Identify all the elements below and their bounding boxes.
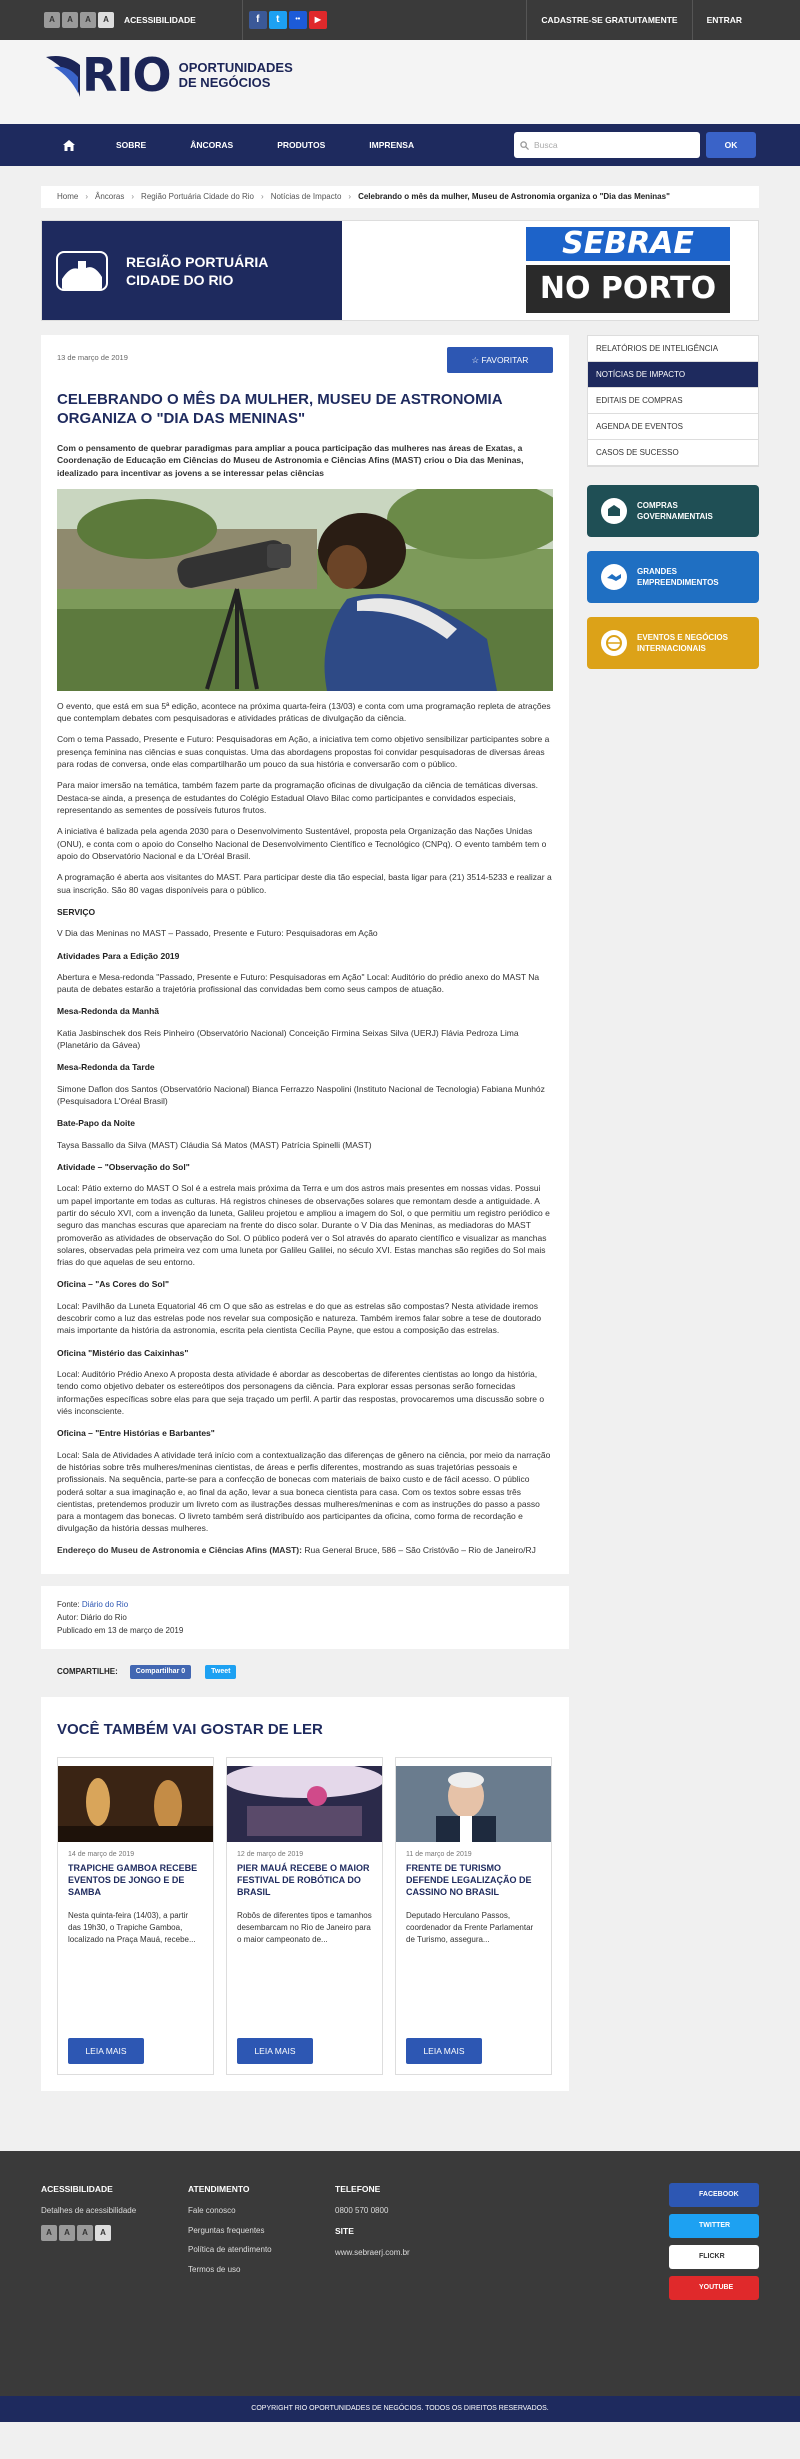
compras-governamentais-button[interactable]: COMPRAS GOVERNAMENTAIS <box>587 485 759 537</box>
facebook-share-button[interactable]: Compartilhar 0 <box>130 1665 191 1679</box>
login-link[interactable]: ENTRAR <box>692 0 756 40</box>
search-button[interactable]: OK <box>706 132 756 158</box>
related-articles <box>41 1697 569 2091</box>
article-date: 13 de março de 2019 <box>57 353 128 362</box>
footer-twitter-button[interactable]: TWITTER <box>669 2214 759 2238</box>
related-image-robotica <box>227 1766 382 1842</box>
top-social-links <box>242 0 327 40</box>
handshake-icon <box>601 564 627 590</box>
nav-item-produtos[interactable]: PRODUTOS <box>277 140 326 150</box>
accessibility-details-link[interactable]: Detalhes de acessibilidade <box>41 2206 137 2216</box>
contrast-button[interactable]: A <box>95 2225 111 2241</box>
related-card[interactable]: 11 de março de 2019 FRENTE DE TURISMO DEFENDE LEGALIZAÇÃO DE CASSINO NO BRASIL Deputado Herculano Passos, coordenador da Frente Parlamentar de Turismo, assegura... LEIA MAIS <box>395 1757 552 2075</box>
font-default-button[interactable]: A <box>59 2225 75 2241</box>
footer-site-link[interactable]: www.sebraerj.com.br <box>335 2248 410 2258</box>
read-more-button[interactable]: LEIA MAIS <box>406 2038 482 2064</box>
region-banner[interactable] <box>41 220 759 321</box>
twitter-icon[interactable]: t <box>269 11 287 29</box>
footer-social <box>669 2183 759 2307</box>
flickr-icon[interactable]: •• <box>289 11 307 29</box>
font-increase-button[interactable]: A <box>77 2225 93 2241</box>
nav-item-ancoras[interactable]: ÂNCORAS <box>190 140 234 150</box>
banner-title: REGIÃO PORTUÁRIA CIDADE DO RIO <box>126 253 269 288</box>
site-header <box>0 40 800 124</box>
article-lead: Com o pensamento de quebrar paradigmas para ampliar a pouca participação das mulheres nas áreas de Exatas, a Coordenação de Educação em Ciências do Museu de Astronomia e Ciências Afins (MAST) criou o Dia das Meninas, idealizado para incentivar as jovens a se interessar pelas ciências <box>57 442 524 478</box>
copyright: COPYRIGHT RIO OPORTUNIDADES DE NEGÓCIOS. TODOS OS DIREITOS RESERVADOS. <box>0 2396 800 2422</box>
breadcrumb: Home › Âncoras › Região Portuária Cidade do Rio › Notícias de Impacto › Celebrando o mês da mulher, Museu de Astronomia organiza o "Dia das Meninas" <box>41 186 759 208</box>
footer-link-termos[interactable]: Termos de uso <box>188 2264 241 2274</box>
telescope-girl-image <box>57 489 553 691</box>
related-image-jongo <box>58 1766 213 1842</box>
search-icon <box>520 141 529 150</box>
nav-item-sobre[interactable]: SOBRE <box>116 140 147 150</box>
site-footer: ACESSIBILIDADE Detalhes de acessibilidade A A A A ATENDIMENTO Fale conosco Perguntas frequentes Política de atendimento Termos de uso TELEFONE 0800 570 0800 SITE www.sebraerj.com.br FACEBOOK TWITTER FLICKR YOUTUBE <box>0 2151 800 2396</box>
footer-link-politica[interactable]: Política de atendimento <box>188 2245 272 2255</box>
footer-font-controls <box>41 2225 188 2241</box>
breadcrumb-home[interactable]: Home <box>57 192 79 202</box>
share-bar: COMPARTILHE: Compartilhar 0 Tweet <box>41 1661 569 1683</box>
search-form <box>514 132 756 158</box>
sidebar <box>587 335 759 2091</box>
breadcrumb-current: Celebrando o mês da mulher, Museu de Astronomia organiza o "Dia das Meninas" <box>358 192 670 202</box>
font-decrease-button[interactable]: A <box>41 2225 57 2241</box>
sidebar-menu <box>587 335 759 467</box>
building-icon <box>601 498 627 524</box>
article-body: O evento, que está em sua 5ª edição, acontece na próxima quarta-feira (13/03) e conta com uma programação repleta de atrações que contemplam debates com pesquisadoras e atividades práticas de divulgação da ciência. Com o tema Passado, Presente e Futuro: Pesquisadoras em Ação, a iniciativa tem como objetivo sensibilizar participantes sobre a presença feminina nas ciências e suas conquistas. Uma das abordagens propostas foi convidar pesquisadoras de diversas áreas para rodas de conversa, onde elas compartilharão um pouco da sua história e conversarão com o público. Para maior imersão na temática, também fazem parte da programação oficinas de divulgação da ciência de temáticas diversas. Destaca-se ainda, a presença de estudantes do Colégio Estadual Olavo Bilac como participantes e convidados especiais, representando as sementes de possíveis futuros frutos. A iniciativa é balizada pela agenda 2030 para o Desenvolvimento Sustentável, proposta pela Organização das Nações Unidas (ONU), e conta com o apoio do Conselho Nacional de Desenvolvimento Científico e Tecnológico (CNPq). O evento também tem o apoio do Observatório Nacional e da L'Oréal Brasil. A programação é aberta aos visitantes do MAST. Para participar deste dia tão especial, basta ligar para (21) 3514-5233 e realizar a sua inscrição. São 80 vagas disponíveis para o público. SERVIÇO V Dia das Meninas no MAST – Passado, Presente e Futuro: Pesquisadoras em Ação Atividades Para a Edição 2019 Abertura e Mesa-redonda "Passado, Presente e Futuro: Pesquisadoras em Ação" Local: Auditório do prédio anexo do MAST Na pauta de debates estarão a trajetória profissional das convidadas bem como seus campos de atuação. Mesa-Redonda da Manhã Katia Jasbinschek dos Reis Pinheiro (Observatório Nacional) Conceição Firmina Seixas Silva (UERJ) Flávia Pedroza Lima (Planetário da Gávea) Mesa-Redonda da Tarde Simone Daflon dos Santos (Observatório Nacional) Bianca Ferrazzo Naspolini (Instituto Nacional de Tecnologia) Fabiana Munhóz (Pesquisadora L'Oréal Brasil) Bate-Papo da Noite Taysa Bassallo da Silva (MAST) Cláudia Sá Matos (MAST) Patrícia Spinelli (MAST) Atividade – "Observação do Sol" Local: Pátio externo do MAST O Sol é a estrela mais próxima da Terra e um dos astros mais presentes em nossas vidas. Possui um papel importante em todas as culturas. Há registros chineses de observações solares que remontam desde a antiguidade. A partir do século XVI, com a invenção da luneta, Galileu projetou e ampliou a imagem do Sol, o que permitiu um registro periódico e seguro das manchas escuras que apareciam na frente do disco solar. Durante o V Dia das Meninas, as mediadoras do MAST promoverão as atividades de observação do Sol. O público poderá ver o Sol através do aparato científico e visualizar as manchas solares, observadas pela primeira vez com uma luneta por Galileu Galilei, no século XVI. Estas manchas são regiões do Sol mais frias do que aquelas de seu entorno. Oficina – "As Cores do Sol" Local: Pavilhão da Luneta Equatorial 46 cm O que são as estrelas e do que as estrelas são compostas? Nesta atividade iremos descobrir como a luz das estrelas pode nos revelar sua composição e natureza. Também iremos falar sobre a tese de doutorado mais importante da história da astronomia, escrita pela cientista Cecília Payne, que estou a composição das estrelas. Oficina "Mistério das Caixinhas" Local: Auditório Prédio Anexo A proposta desta atividade é abordar as descobertas de diferentes cientistas ao longo da história, tendo como objetivo debater os estereótipos dos personagens da ciência. Para explorar essas personas serão fornecidas informações específicas sobre elas para que seja traçado um perfil. A partir das respostas, provocaremos uma discussão sobre o viés inconsciente. Oficina – "Entre Histórias e Barbantes" Local: Sala de Atividades A atividade terá início com a contextualização das diferenças de gênero na ciência, por meio da narração de histórias sobre três mulheres/meninas cientistas, de áreas e perfis diferentes, mostrando as suas trajetórias pessoais e profissionais. Na sequência, parte-se para a confecção de bonecas com materiais de baixo custo e de fácil acesso. O público poderá soltar a sua imaginação e, ao final da ação, levar a sua boneca cientista para casa. Com os textos sobre essas três cientistas, pretendemos produzir um livreto com as ilustrações dessas mulheres/meninas e com as instruções do passo a passo para a montagem das bonecas. O livreto também será distribuído aos participantes da oficina, como forma de recordação e divulgação da história dessas mulheres. Endereço do Museu de Astronomia e Ciências Afins (MAST): Rua General Bruce, 586 – São Cristóvão – Rio de Janeiro/RJ <box>57 700 552 1555</box>
font-default-button[interactable]: A <box>62 12 78 28</box>
nav-item-imprensa[interactable]: IMPRENSA <box>369 140 415 150</box>
footer-link-faq[interactable]: Perguntas frequentes <box>188 2225 265 2235</box>
footer-phone: 0800 570 0800 <box>335 2206 389 2216</box>
logo-text: RIO <box>82 48 171 102</box>
accessibility-link[interactable]: ACESSIBILIDADE <box>124 14 196 25</box>
article-meta: Fonte: Diário do Rio Autor: Diário do Rio Publicado em 13 de março de 2019 <box>41 1586 569 1649</box>
grandes-empreendimentos-button[interactable]: GRANDES EMPREENDIMENTOS <box>587 551 759 603</box>
font-decrease-button[interactable]: A <box>44 12 60 28</box>
footer-link-fale-conosco[interactable]: Fale conosco <box>188 2206 236 2216</box>
contrast-button[interactable]: A <box>98 12 114 28</box>
sidebar-item-agenda[interactable]: AGENDA DE EVENTOS <box>588 414 758 440</box>
tweet-button[interactable]: Tweet <box>205 1665 236 1679</box>
region-illustration-icon <box>56 251 108 291</box>
sebrae-logo: SEBRAE <box>526 227 730 261</box>
search-input[interactable]: Busca <box>514 132 700 158</box>
article <box>41 335 569 1574</box>
favorite-button[interactable]: ☆ FAVORITAR <box>447 347 553 373</box>
eventos-internacionais-button[interactable]: EVENTOS E NEGÓCIOS INTERNACIONAIS <box>587 617 759 669</box>
logo[interactable] <box>44 40 756 102</box>
register-link[interactable]: CADASTRE-SE GRATUITAMENTE <box>526 0 691 40</box>
sidebar-item-casos[interactable]: CASOS DE SUCESSO <box>588 440 758 466</box>
breadcrumb-noticias[interactable]: Notícias de Impacto <box>270 192 342 202</box>
main-nav <box>0 124 800 166</box>
facebook-icon[interactable]: f <box>249 11 267 29</box>
footer-flickr-button[interactable]: FLICKR <box>669 2245 759 2269</box>
footer-facebook-button[interactable]: FACEBOOK <box>669 2183 759 2207</box>
footer-youtube-button[interactable]: YOUTUBE <box>669 2276 759 2300</box>
sidebar-item-editais[interactable]: EDITAIS DE COMPRAS <box>588 388 758 414</box>
source-link[interactable]: Diário do Rio <box>81 1600 129 1610</box>
font-size-controls <box>44 12 114 28</box>
related-card[interactable]: 14 de março de 2019 TRAPICHE GAMBOA RECEBE EVENTOS DE JONGO E DE SAMBA Nesta quinta-feira (14/03), a partir das 19h30, o Trapiche Gamboa, localizado na Praça Mauá, recebe... LEIA MAIS <box>57 1757 214 2075</box>
related-image-cassino <box>396 1766 551 1842</box>
no-porto-logo: NO PORTO <box>526 265 730 313</box>
breadcrumb-regiao[interactable]: Região Portuária Cidade do Rio <box>141 192 255 202</box>
home-icon[interactable] <box>44 124 94 166</box>
youtube-icon[interactable]: ▶ <box>309 11 327 29</box>
article-photo <box>57 489 553 691</box>
article-title: CELEBRANDO O MÊS DA MULHER, MUSEU DE ASTRONOMIA ORGANIZA O "DIA DAS MENINAS" <box>57 390 503 427</box>
read-more-button[interactable]: LEIA MAIS <box>68 2038 144 2064</box>
related-title: VOCÊ TAMBÉM VAI GOSTAR DE LER <box>57 1721 323 1739</box>
sidebar-item-noticias[interactable]: NOTÍCIAS DE IMPACTO <box>588 362 758 388</box>
top-bar <box>0 0 800 40</box>
logo-wing-icon <box>44 53 82 97</box>
globe-icon <box>601 630 627 656</box>
related-card[interactable]: 12 de março de 2019 PIER MAUÁ RECEBE O MAIOR FESTIVAL DE ROBÓTICA DO BRASIL Robôs de diferentes tipos e tamanhos desembarcam no Rio de Janeiro para o maior campeonato de... LEIA MAIS <box>226 1757 383 2075</box>
breadcrumb-ancoras[interactable]: Âncoras <box>95 192 125 202</box>
sidebar-item-relatorios[interactable]: RELATÓRIOS DE INTELIGÊNCIA <box>588 336 758 362</box>
logo-subtitle: OPORTUNIDADES DE NEGÓCIOS <box>178 60 293 90</box>
read-more-button[interactable]: LEIA MAIS <box>237 2038 313 2064</box>
font-increase-button[interactable]: A <box>80 12 96 28</box>
